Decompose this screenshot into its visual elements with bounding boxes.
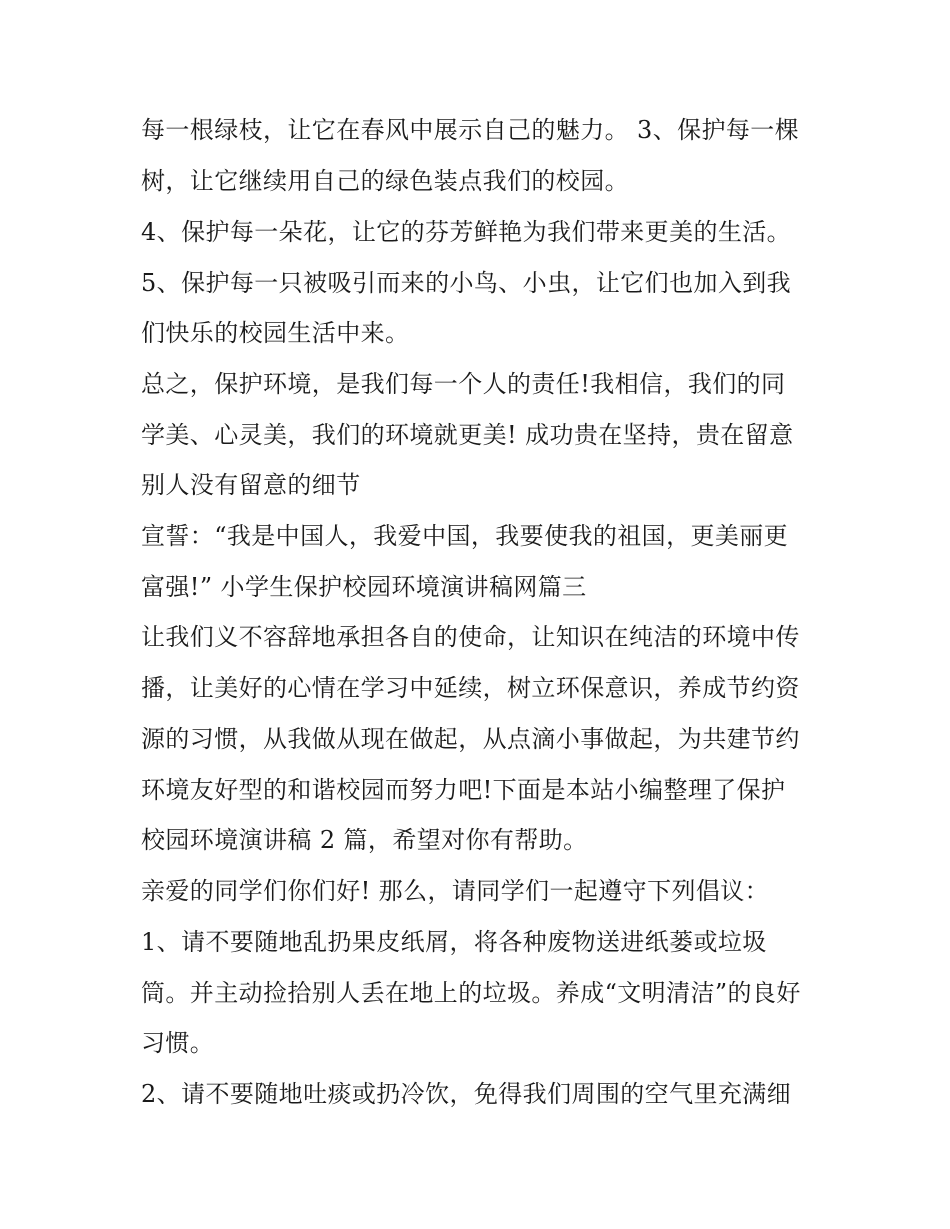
text-line: 总之，保护环境，是我们每一个人的责任!我相信，我们的同	[141, 370, 786, 398]
text-line: 每一根绿枝，让它在春风中展示自己的魅力。 3、保护每一棵	[141, 116, 800, 144]
text-line: 让我们义不容辞地承担各自的使命，让知识在纯洁的环境中传	[141, 623, 800, 651]
text-line: 树，让它继续用自己的绿色装点我们的校园。	[141, 167, 629, 195]
text-line: 宣誓：“我是中国人，我爱中国，我要使我的祖国，更美丽更	[141, 522, 789, 550]
text-line: 源的习惯，从我做从现在做起，从点滴小事做起，为共建节约	[141, 725, 800, 753]
text-line: 习惯。	[141, 1029, 215, 1057]
text-line: 筒。并主动捡拾别人丢在地上的垃圾。养成“文明清洁”的良好	[141, 979, 801, 1007]
text-line: 校园环境演讲稿 2 篇，希望对你有帮助。	[141, 826, 588, 854]
text-line: 学美、心灵美，我们的环境就更美! 成功贵在坚持，贵在留意	[141, 421, 794, 449]
text-line: 亲爱的同学们你们好! 那么，请同学们一起遵守下列倡议：	[141, 877, 770, 905]
text-line: 4、保护每一朵花，让它的芬芳鲜艳为我们带来更美的生活。	[141, 218, 792, 246]
text-line: 5、保护每一只被吸引而来的小鸟、小虫，让它们也加入到我	[141, 269, 792, 297]
text-line: 们快乐的校园生活中来。	[141, 319, 410, 347]
text-line: 环境友好型的和谐校园而努力吧!下面是本站小编整理了保护	[141, 776, 786, 804]
text-line: 富强!” 小学生保护校园环境演讲稿网篇三	[141, 573, 587, 601]
text-line: 2、请不要随地吐痰或扔冷饮，免得我们周围的空气里充满细	[141, 1080, 792, 1108]
text-line: 别人没有留意的细节	[141, 471, 361, 499]
text-line: 播，让美好的心情在学习中延续，树立环保意识，养成节约资	[141, 674, 800, 702]
text-line: 1、请不要随地乱扔果皮纸屑，将各种废物送进纸蒌或垃圾	[141, 928, 767, 956]
